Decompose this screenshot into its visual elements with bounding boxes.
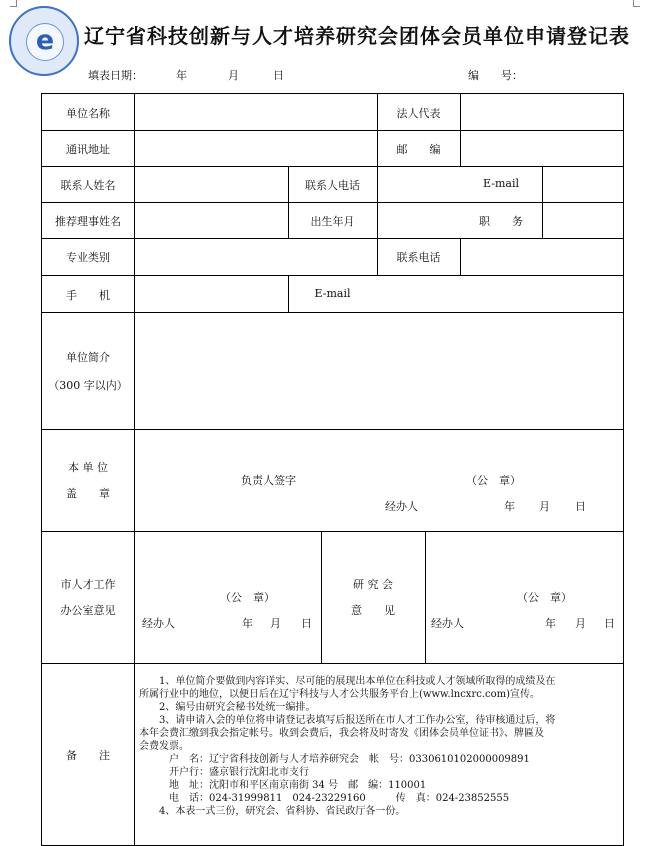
remarks-line: 所属行业中的地位，以便日后在辽宁科技与人才公共服务平台上(www.lncxrc.com)宣传。 [139,689,541,700]
contact-phone-label: 联系人电话 [305,179,360,192]
unit-name-label: 单位名称 [66,107,110,120]
fill-date-day: 日 [273,69,284,82]
address-field[interactable] [135,131,376,165]
contact-tel-label: 联系电话 [396,251,441,264]
contact-phone-field[interactable] [378,167,459,201]
logo-symbol: e [35,25,55,56]
unit-seal-day: 日 [575,500,586,513]
legal-rep-field[interactable] [461,95,622,129]
city-office-month: 月 [270,617,281,630]
fill-date-month: 月 [228,69,239,82]
birth-date-field[interactable] [378,203,459,237]
remarks-line: 3、请申请入会的单位将申请登记表填写后报送所在市人才工作办公室，待审核通过后，将 [139,715,556,726]
remarks-line: 2、编号由研究会秘书处统一编排。 [139,702,316,713]
organization-logo [9,6,79,76]
society-handler-label: 经办人 [431,617,464,630]
contact-tel-field[interactable] [461,239,622,274]
remarks-notes [139,675,617,818]
city-office-label-line2: 办公室意见 [60,604,116,617]
unit-seal-stamp: （公 章） [466,474,521,487]
society-year: 年 [545,617,556,630]
fill-date-year: 年 [176,69,187,82]
email-label-1: E-mail [483,177,519,190]
society-month: 月 [575,617,586,630]
unit-seal-month: 月 [539,500,550,513]
director-name-field[interactable] [135,203,287,237]
unit-intro-label: 单位简介 [66,351,110,364]
birth-date-label: 出生年月 [310,215,355,228]
address-label: 通讯地址 [66,143,110,156]
corner-mark-right [633,0,640,7]
director-name-label: 推荐理事姓名 [55,215,121,228]
position-label: 职 务 [479,215,523,228]
postcode-field[interactable] [461,131,622,165]
remarks-line: 会费发票。 [139,741,189,752]
email-field-1[interactable] [543,167,622,201]
remarks-line: 地 址：沈阳市和平区南京南街 34 号 邮 编：110001 [139,780,427,791]
remarks-line: 4、本表一式三份，研究会、省科协、省民政厅各一份。 [139,806,406,817]
remarks-line: 1、单位简介要做到内容详实、尽可能的展现出本单位在科技或人才领域所取得的成绩及在 [139,676,556,687]
corner-mark-left [10,0,17,7]
contact-name-label: 联系人姓名 [60,179,116,192]
city-office-day: 日 [301,617,312,630]
postcode-label: 邮 编 [396,143,441,156]
society-stamp: （公 章） [517,591,572,604]
city-office-stamp: （公 章） [220,591,275,604]
remarks-line: 电 话：024-31999811 024-23229160 传 真：024-23852555 [139,793,510,804]
mobile-field[interactable] [135,276,287,311]
remarks-label: 备 注 [66,749,110,762]
legal-rep-label: 法人代表 [396,107,441,120]
unit-intro-field[interactable] [135,313,622,428]
society-label-line1: 研 究 会 [353,578,393,591]
fill-date-label: 填表日期： [88,69,143,82]
specialty-label: 专业类别 [66,251,110,264]
unit-seal-label-line1: 本 单 位 [68,461,108,474]
remarks-line: 本年会费汇缴到我会指定帐号。收到会费后，我会将及时寄发《团体会员单位证书》、牌匾及 [139,728,544,739]
remarks-line: 户 名：辽宁省科技创新与人才培养研究会 帐 号：0330610102000009891 [139,754,530,765]
mobile-label: 手 机 [66,289,110,302]
unit-intro-limit: （300 字以内） [48,379,128,392]
position-field[interactable] [543,203,622,237]
society-day: 日 [604,617,615,630]
society-label-line2: 意 见 [351,604,395,617]
specialty-field[interactable] [135,239,376,274]
unit-seal-year: 年 [504,500,515,513]
form-title: 辽宁省科技创新与人才培养研究会团体会员单位申请登记表 [84,24,630,48]
email-field-2[interactable] [289,276,622,311]
unit-seal-label-line2: 盖 章 [66,487,110,500]
principal-signature-label: 负责人签字 [241,474,296,487]
city-office-year: 年 [242,617,253,630]
remarks-line: 开户行：盛京银行沈阳北市支行 [139,767,309,778]
city-office-handler-label: 经办人 [142,617,175,630]
unit-name-field[interactable] [135,95,376,129]
serial-number-label: 编 号： [468,69,523,82]
city-office-label-line1: 市人才工作 [60,578,116,591]
unit-seal-handler-label: 经办人 [385,500,418,513]
email-label-2: E-mail [314,287,351,300]
contact-name-field[interactable] [135,167,287,201]
